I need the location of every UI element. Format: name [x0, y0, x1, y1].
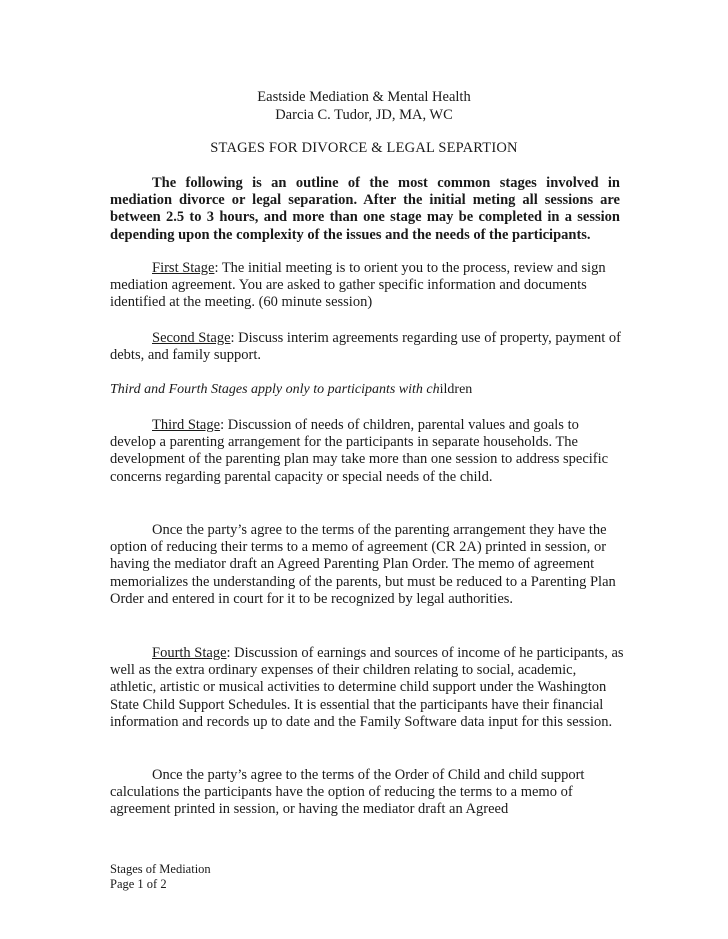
- fourth-stage-paragraph: [110, 645, 625, 731]
- footer-title: Stages of Mediation: [110, 862, 211, 876]
- children-note-italic: Third and Fourth Stages apply only to participants with ch: [110, 382, 440, 397]
- first-stage-label: First Stage: [152, 260, 215, 276]
- second-stage-text: : Discuss interim agreements regarding use of property, payment of debts, and family support.: [110, 330, 621, 364]
- children-note-regular: ildren: [439, 382, 473, 397]
- page-number: Page 1 of 2: [110, 877, 167, 891]
- second-stage-paragraph: [110, 330, 625, 364]
- third-stage-paragraph: [110, 417, 625, 486]
- parenting-agreement-paragraph: Once the party’s agree to the terms of the parenting arrangement they have the option of reducing their terms to a memo of agreement (CR 2A) printed in session, or having the mediator draft an Agreed Parenting Plan Order. The memo of agreement memorializes the understanding of the parents, but must be reduced to a Parenting Plan Order and entered in court for it to be recognized by legal authorities.: [110, 522, 616, 607]
- third-stage-text: : Discussion of needs of children, parental values and goals to develop a parenting arrangement for the participants in separate households. The development of the parenting plan may take more than one session to address specific concerns regarding parental capacity or special needs of the child.: [110, 417, 609, 485]
- children-stages-note: [110, 382, 472, 398]
- author-credentials: Darcia C. Tudor, JD, MA, WC: [275, 107, 453, 123]
- support-agreement-paragraph: Once the party’s agree to the terms of the Order of Child and child support calculations the participants have the option of reducing the terms to a memo of agreement printed in session, or having the mediator draft an Agreed: [110, 767, 585, 818]
- second-stage-label: Second Stage: [152, 330, 231, 346]
- intro-paragraph: The following is an outline of the most common stages involved in mediation divorce or legal separation. After the initial meting all sessions are between 2.5 to 3 hours, and more than one stage may be completed in a session depending upon the complexity of the issues and the needs of the participants.: [110, 175, 620, 243]
- first-stage-text: : The initial meeting is to orient you to the process, review and sign mediation agreement. You are asked to gather specific information and documents identified at the meeting. (60 minute session): [110, 260, 606, 311]
- fourth-stage-label: Fourth Stage: [152, 645, 227, 661]
- document-title: STAGES FOR DIVORCE & LEGAL SEPARTION: [210, 140, 518, 156]
- organization-name: Eastside Mediation & Mental Health: [257, 89, 471, 105]
- first-stage-paragraph: [110, 260, 625, 312]
- fourth-stage-text: : Discussion of earnings and sources of income of he participants, as well as the extra ordinary expenses of their children relating to social, academic, athletic, artistic or musical activities to determine child support under the Washington State Child Support Schedules. It is essential that the participants have their financial information and records up to date and the Family Software data input for this session.: [110, 645, 624, 730]
- third-stage-label: Third Stage: [152, 417, 221, 433]
